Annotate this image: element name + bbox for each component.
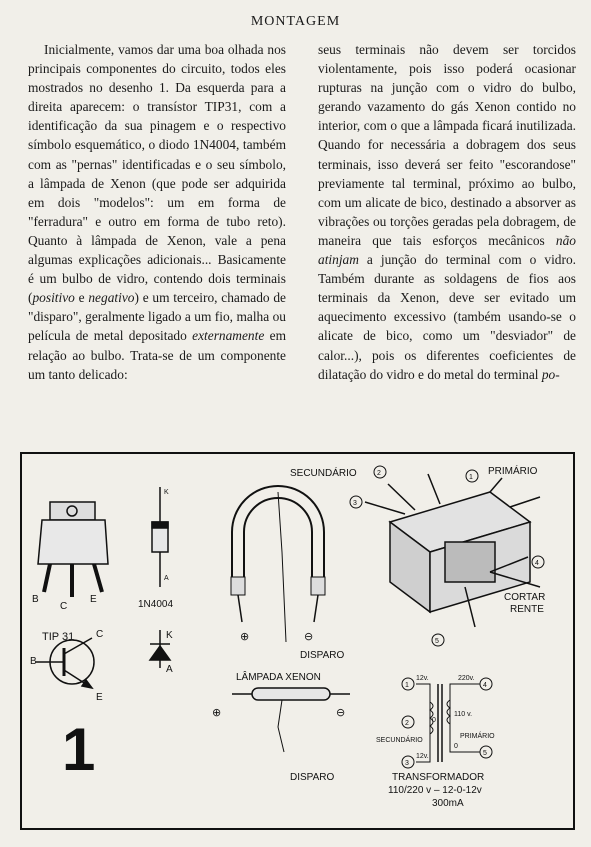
- transformer-current: 300mA: [432, 798, 464, 809]
- diode-drawing: [152, 487, 168, 587]
- diode-symbol-a: A: [166, 664, 173, 675]
- diode-name: 1N4004: [138, 599, 174, 610]
- lead-number-2: 2: [377, 470, 381, 477]
- italic-positivo: positivo: [32, 290, 75, 306]
- lead-number-1: 1: [469, 474, 473, 481]
- lamp-disparo-label: DISPARO: [300, 650, 345, 661]
- diode-symbol-k: K: [166, 630, 173, 641]
- text-run: em relação ao bulbo. Trata-se de um componente um tanto delicado:: [28, 328, 286, 382]
- schematic-number-1: 1: [405, 682, 409, 689]
- figure-number: 1: [62, 716, 96, 783]
- text-run: Inicialmente, vamos dar uma boa olhada nos principais componentes do circuito, todos eles mostrados no desenho 1. Da esquerda para a direita aparecem: o transístor TIP31, com a identificação da sua pinagem e o respectivo símbolo esquemático, o diodo 1N4004, também com as "pernas" identificadas e o seu símbolo, a lâmpada de Xenon (que pode ser adquirida em dois "modelos": um em forma de "ferradura" e outro em forma de tubo reto). Quanto à lâmpada de Xenon, vale a pena algumas explicações adicionais... Basicamente é um bulbo de vidro, contendo dois terminais (: [28, 42, 286, 306]
- text-run: seus terminais não devem ser torcidos violentamente, pois isso poderá ocasionar rupturas na junção com o vidro do bulbo, gerando vazamento do gás Xenon contido no interior, com o que a lâmpada ficará inutilizada. Quando for necessária a dobragem dos seus terminais, isso deverá ser feito "escorandose" previamente tal terminal, próximo ao bulbo, com um alicate de bico, destinado a absorver as vibrações ou torções geradas pela dobragem, de maneira que tais esforços mecânicos: [318, 42, 576, 248]
- schematic-0-primary: 0: [454, 743, 458, 750]
- tube-minus-terminal: ⊖: [336, 707, 346, 719]
- transformer-spec: 110/220 v – 12-0-12v: [388, 785, 482, 796]
- transistor-symbol: [36, 638, 94, 688]
- transistor-pin-b: B: [32, 594, 39, 605]
- schematic-number-2: 2: [405, 720, 409, 727]
- text-run: a junção do terminal com o vidro. Também durante as soldagens de fios aos terminais da Xenon, deve ser evitado um aquecimento excessivo (também usando-se o alicate de bico, como um "desviador" de calor...), pois os diferentes coeficientes de dilatação do vidro e do metal do terminal: [318, 252, 576, 382]
- schematic-0-secondary: 0: [432, 717, 436, 724]
- transformer-cortar: CORTAR: [504, 592, 546, 603]
- schematic-number-5: 5: [483, 750, 487, 757]
- left-column: [28, 40, 286, 384]
- transistor-pin-c: C: [60, 601, 68, 612]
- transistor-package-drawing: [38, 502, 108, 597]
- text-run: ) e um terceiro, chamado de "disparo", geralmente ligado a um fio, malha ou película de metal depositado: [28, 290, 286, 344]
- transformer-rente: RENTE: [510, 604, 544, 615]
- figure-drawing: [20, 452, 575, 830]
- transistor-pin-e: E: [90, 594, 97, 605]
- italic-negativo: negativo: [88, 290, 135, 306]
- schematic-110v: 110 v.: [454, 711, 473, 718]
- tube-disparo-label: DISPARO: [290, 772, 335, 783]
- transistor-symbol-c: C: [96, 629, 104, 640]
- figure-1: [20, 452, 575, 830]
- diode-label-a: A: [164, 575, 169, 582]
- transistor-symbol-e: E: [96, 692, 103, 703]
- left-paragraph: [28, 40, 286, 384]
- transistor-name: TIP 31: [42, 631, 75, 643]
- lamp-minus-terminal: ⊖: [304, 631, 314, 643]
- schematic-220v: 220v.: [458, 675, 475, 682]
- schematic-12v-top: 12v.: [416, 675, 429, 682]
- italic-po: po-: [541, 366, 560, 382]
- schematic-number-3: 3: [405, 760, 409, 767]
- horseshoe-lamp-drawing: [231, 492, 325, 642]
- transformer-secundario: SECUNDÁRIO: [290, 468, 357, 479]
- right-column: [318, 40, 576, 384]
- schematic-primario: PRIMÁRIO: [460, 733, 495, 740]
- transistor-symbol-b: B: [30, 656, 37, 667]
- right-paragraph: [318, 40, 576, 384]
- text-run: e: [74, 290, 89, 306]
- italic-nao-atinjam: não atinjam: [318, 232, 576, 268]
- schematic-number-4: 4: [483, 682, 487, 689]
- lead-number-3: 3: [353, 500, 357, 507]
- schematic-12v-bottom: 12v.: [416, 753, 429, 760]
- lamp-plus-terminal: ⊕: [240, 631, 250, 643]
- transformer-title: TRANSFORMADOR: [392, 772, 485, 783]
- lamp-title: LÂMPADA XENON: [236, 672, 321, 683]
- tube-lamp-drawing: [232, 688, 350, 752]
- lead-number-4: 4: [535, 560, 539, 567]
- schematic-secundario: SECUNDÁRIO: [376, 737, 423, 744]
- page-title: MONTAGEM: [250, 14, 341, 29]
- italic-externamente: externamente: [192, 328, 265, 344]
- lead-number-5: 5: [435, 638, 439, 645]
- diode-label-k: K: [164, 489, 169, 496]
- transformer-primario: PRIMÁRIO: [488, 466, 538, 477]
- tube-plus-terminal: ⊕: [212, 707, 222, 719]
